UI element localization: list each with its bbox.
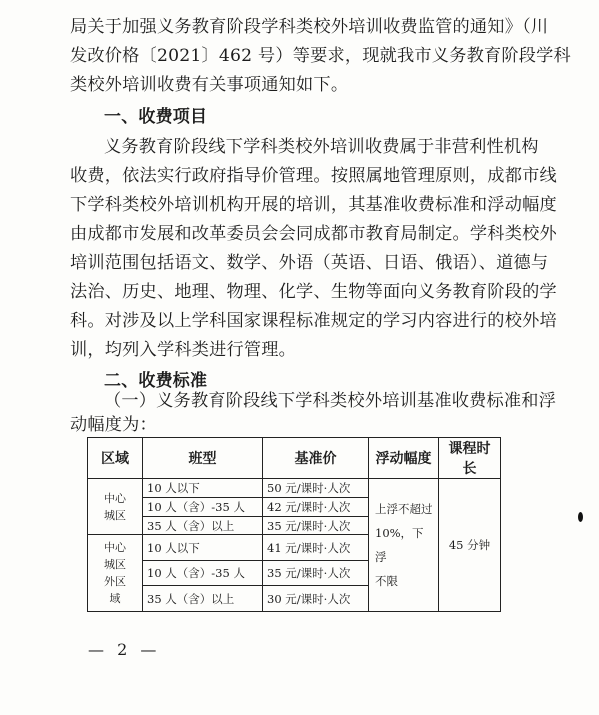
paragraph-line: 培训范围包括语文、数学、外语（英语、日语、俄语）、道德与 [70,253,549,273]
price-cell: 50 元/课时·人次 [263,479,369,498]
region-name-line: 城区 [104,508,126,522]
paragraph-line: 训，均列入学科类进行管理。 [70,340,297,360]
float-line: 10%，下浮 [375,526,424,564]
paragraph-line: 动幅度为： [70,415,157,435]
region-cell-outer [88,535,143,612]
section-heading-fee-items: 一、收费项目 [104,107,208,127]
duration-cell: 45 分钟 [439,479,501,612]
section-heading-fee-standard: 二、收费标准 [104,371,208,391]
region-name-line: 城区 [104,558,126,572]
table-header-row [88,438,501,479]
class-type-cell: 10 人（含）-35 人 [143,560,263,585]
class-type-cell: 35 人（含）以上 [143,586,263,612]
page-number: — 2 — [88,640,161,659]
paragraph-line: 发改价格〔2021〕462 号）等要求，现就我市义务教育阶段学科 [70,46,571,66]
class-type-cell: 10 人以下 [143,535,263,560]
class-type-cell: 10 人（含）-35 人 [143,497,263,516]
class-type-cell: 10 人以下 [143,479,263,498]
paragraph-line: 科。对涉及以上学科国家课程标准规定的学习内容进行的校外培 [70,311,557,331]
price-cell: 30 元/课时·人次 [263,586,369,612]
price-cell: 42 元/课时·人次 [263,497,369,516]
scan-mark [578,512,583,522]
paragraph-line: 由成都市发展和改革委员会会同成都市教育局制定。学科类校外 [70,224,557,244]
float-line: 不限 [375,574,398,588]
region-cell-central [88,479,143,535]
header-class-type: 班型 [143,438,263,479]
price-cell: 41 元/课时·人次 [263,535,369,560]
float-line: 上浮不超过 [375,502,433,516]
paragraph-line: 法治、历史、地理、物理、化学、生物等面向义务教育阶段的学 [70,282,557,302]
header-region: 区域 [88,438,143,479]
paragraph-line: 局关于加强义务教育阶段学科类校外培训收费监管的通知》（川 [70,17,549,37]
price-cell: 35 元/课时·人次 [263,516,369,535]
header-float-range: 浮动幅度 [369,438,439,479]
header-base-price: 基准价 [263,438,369,479]
fee-table [87,437,501,612]
paragraph-line: 义务教育阶段线下学科类校外培训收费属于非营利性机构 [104,137,539,157]
price-cell: 35 元/课时·人次 [263,560,369,585]
region-name-line: 域 [109,592,121,606]
paragraph-line: 收费，依法实行政府指导价管理。按照属地管理原则，成都市线 [70,166,557,186]
float-range-cell [369,479,439,612]
header-duration: 课程时长 [439,438,501,479]
class-type-cell: 35 人（含）以上 [143,516,263,535]
paragraph-line: （一）义务教育阶段线下学科类校外培训基准收费标准和浮 [104,391,557,411]
region-name-line: 中心 [104,491,126,505]
table-row [88,479,501,498]
region-name-line: 外区 [104,575,126,589]
region-name-line: 中心 [104,541,126,555]
paragraph-line: 下学科类校外培训机构开展的培训，其基准收费标准和浮动幅度 [70,195,557,215]
paragraph-line: 类校外培训收费有关事项通知如下。 [70,75,349,95]
